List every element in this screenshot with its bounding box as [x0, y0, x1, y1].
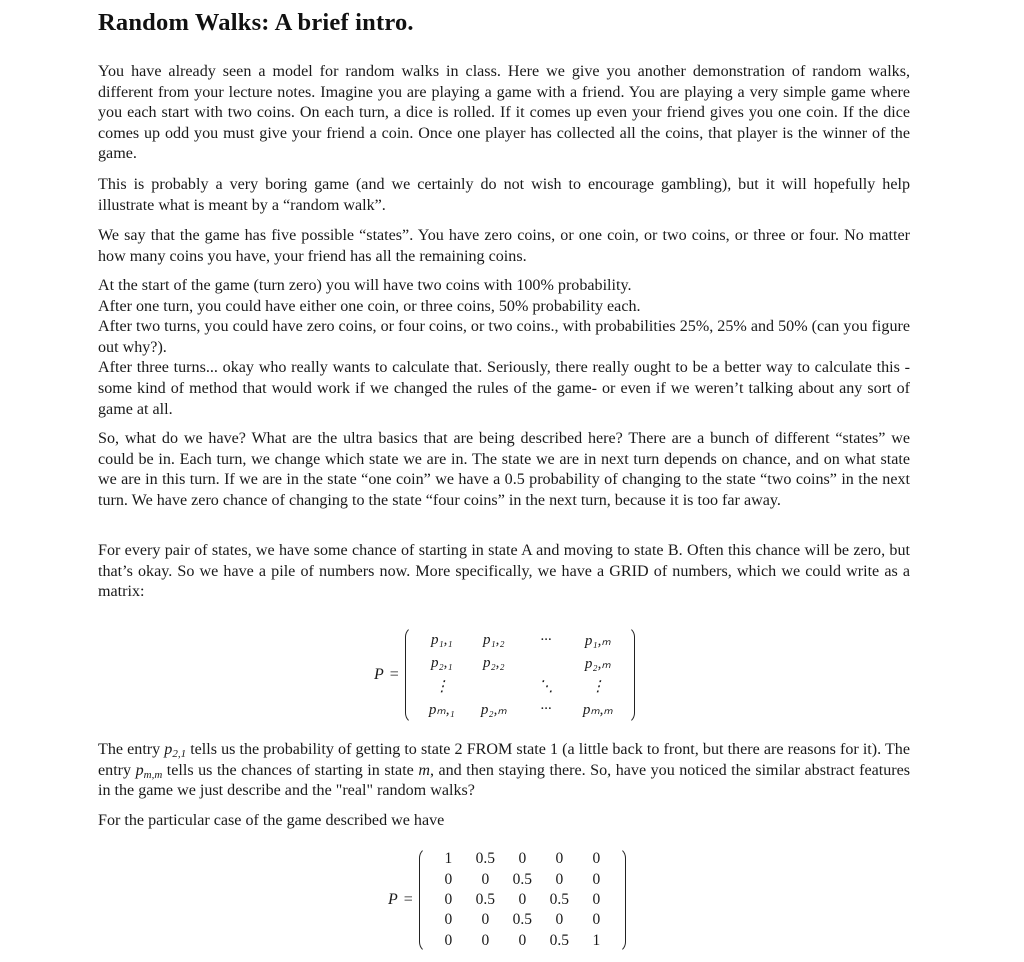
matrix-cell: 0.5	[512, 870, 532, 888]
matrix-cell: 0	[592, 870, 601, 888]
matrix-cell: ⋮	[590, 679, 606, 695]
matrix-row	[430, 890, 615, 910]
text-segment: The entry	[98, 741, 165, 758]
matrix-row	[416, 675, 624, 698]
boring-game-paragraph: This is probably a very boring game (and we certainly do not wish to encourage gambling), but it will hopefully help illustrate what is meant by a “random walk”.	[98, 176, 910, 214]
matrix-cell: 0	[518, 850, 527, 868]
matrix-cell: ⋱	[538, 679, 554, 695]
matrix-cell: p₁,₂	[482, 632, 505, 648]
matrix-row	[430, 931, 615, 951]
right-paren	[615, 847, 626, 953]
matrix-cell: 0.5	[475, 890, 495, 908]
symbolic-transition-matrix	[374, 626, 635, 724]
right-paren	[624, 626, 635, 724]
matrix-row	[416, 652, 624, 675]
matrix-cell: 0	[555, 870, 564, 888]
matrix-cell: 1	[592, 931, 601, 949]
left-paren	[419, 847, 430, 953]
matrix-cell: 0.5	[549, 890, 569, 908]
matrix-cell: 0.5	[475, 850, 495, 868]
matrix-cell: 0	[444, 870, 453, 888]
matrix-cell: p₁,ₘ	[584, 633, 611, 649]
matrix-cell: 0	[592, 850, 601, 868]
entry-explanation-paragraph	[98, 740, 910, 802]
matrix-row	[430, 869, 615, 889]
text-segment: tells us the chances of starting in state	[162, 761, 419, 779]
matrix-cell: ···	[540, 632, 552, 648]
matrix-row	[416, 698, 624, 721]
matrix-cell: 0	[444, 890, 453, 908]
particular-case-paragraph: For the particular case of the game described we have	[98, 812, 445, 829]
matrix-cell: p₂,₁	[430, 655, 453, 671]
basics-paragraph: So, what do we have? What are the ultra basics that are being described here? There are a bunch of different “states” we could be in. Each turn, we change which state we are in. The state we are in next turn depends on chance, and on what state we are in this turn. If we are in the state “one coin” we have a 0.5 probability of changing to the state “two coins” in the next turn. We have zero chance of changing to the state “four coins” in the next turn, because it is too far away.	[98, 430, 910, 509]
matrix-cell: 0	[592, 911, 601, 929]
matrix-cell: 0.5	[549, 931, 569, 949]
page-title: Random Walks: A brief intro.	[98, 9, 414, 36]
matrix-row	[430, 910, 615, 930]
matrix-cell: 0	[518, 931, 527, 949]
matrix-cell: p₂,ₘ	[480, 702, 507, 718]
matrix-cell: p₂,₂	[482, 655, 505, 671]
states-paragraph: We say that the game has five possible “states”. You have zero coins, or one coin, or two coins, or three or four. No matter how many coins you have, your friend has all the remaining coins.	[98, 227, 910, 265]
matrix-cell: 0	[592, 890, 601, 908]
matrix-grid	[430, 849, 615, 951]
equals-sign: =	[389, 666, 399, 683]
matrix-cell: pₘ,ₘ	[582, 702, 613, 718]
p21-symbol	[164, 741, 186, 758]
turn-two-line: After two turns, you could have zero coins, or four coins, or two coins., with probabilities 25%, 25% and 50% (can you figure out why?).	[98, 318, 910, 356]
matrix-cell: p₁,₁	[430, 632, 453, 648]
matrix-cell: 0	[444, 911, 453, 929]
turn-three-line: After three turns... okay who really wants to calculate that. Seriously, there really ought to be a better way to calculate this - some kind of method that would work if we changed the rules of the game- or even if we weren’t talking about any sort of game at all.	[98, 359, 910, 418]
turns-paragraph	[98, 276, 910, 420]
intro-paragraph: You have already seen a model for random walks in class. Here we give you another demonstration of random walks, different from your lecture notes. Imagine you are playing a game with a friend. You are playing a very simple game where you each start with two coins. On each turn, a dice is rolled. If it comes up even your friend gives you one coin. If the dice comes up odd you must give your friend a coin. Once one player has collected all the coins, that player is the winner of the game.	[98, 63, 910, 163]
matrix-row	[430, 849, 615, 869]
symbol-subscript: m,m	[143, 768, 163, 781]
matrix-cell: 0	[481, 911, 490, 929]
text-segment: , and then staying there. So, have you noticed the similar abstract features in the game we just describe and the "real" random walks?	[98, 761, 911, 800]
matrix-cell: 0	[481, 870, 490, 888]
grid-paragraph: For every pair of states, we have some chance of starting in state A and moving to state B. Often this chance will be zero, but that’s okay. So we have a pile of numbers now. More specifically, we have a GRID of numbers, which we could write as a matrix:	[98, 542, 910, 601]
symbol-base: p	[164, 741, 173, 758]
matrix-cell: 0	[555, 850, 564, 868]
m-symbol: m	[418, 761, 430, 779]
matrix-row	[416, 629, 624, 652]
text-segment: tells us the probability of getting to state 2 FROM state 1 (a little back to front, but there are reasons for it). The entry	[98, 741, 910, 779]
turn-zero-line: At the start of the game (turn zero) you will have two coins with 100% probability.	[98, 277, 632, 294]
matrix-lhs: P	[388, 891, 398, 908]
matrix-cell: 1	[444, 850, 453, 868]
matrix-cell	[520, 652, 572, 675]
matrix-cell: 0.5	[512, 911, 532, 929]
matrix-cell: 0	[481, 931, 490, 949]
equals-sign: =	[403, 891, 413, 908]
matrix-cell: 0	[518, 890, 527, 908]
symbol-subscript: 2,1	[172, 748, 187, 760]
matrix-cell: ⋮	[434, 679, 450, 695]
pmm-symbol	[136, 762, 163, 779]
turn-one-line: After one turn, you could have either one coin, or three coins, 50% probability each.	[98, 297, 641, 315]
matrix-cell: ···	[540, 701, 552, 717]
symbol-base: p	[135, 761, 144, 779]
matrix-cell: 0	[444, 931, 453, 949]
matrix-grid	[416, 629, 624, 721]
numeric-transition-matrix	[388, 847, 626, 953]
matrix-cell: 0	[555, 911, 564, 929]
matrix-cell: pₘ,₁	[428, 702, 455, 718]
left-paren	[405, 626, 416, 724]
matrix-lhs: P	[374, 666, 384, 683]
matrix-cell: p₂,ₘ	[584, 656, 611, 672]
matrix-cell	[468, 675, 520, 698]
